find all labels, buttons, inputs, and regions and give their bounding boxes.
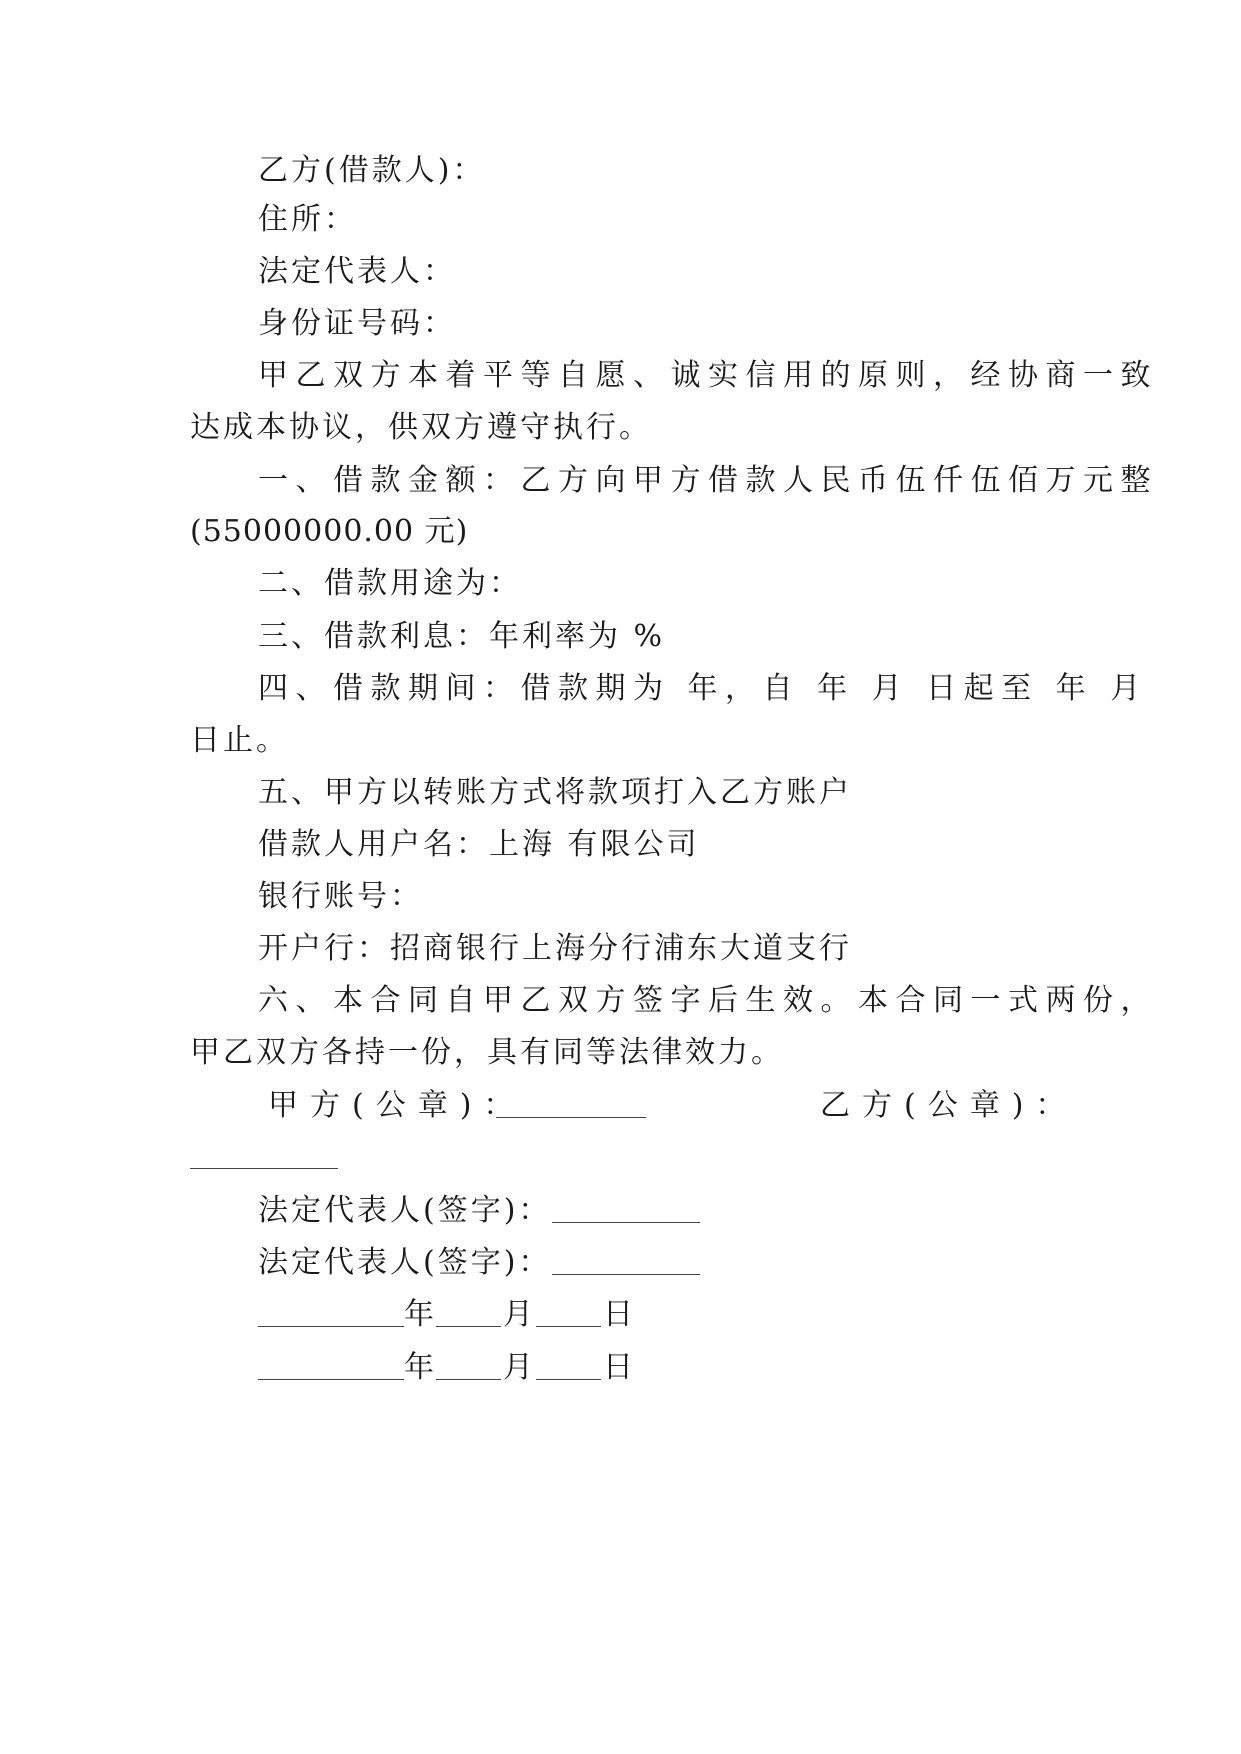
clause-2: 二、借款用途为： — [258, 566, 522, 601]
clause-3: 三、借款利息：年利率为 % — [258, 619, 666, 654]
date-2-month: 月 — [503, 1350, 536, 1385]
clause-5: 五、甲方以转账方式将款项打入乙方账户 — [258, 775, 852, 810]
date-1-day: 日 — [603, 1297, 636, 1332]
clause-4-line-1: 四、借款期间：借款期为 年，自 年 月 日起至 年 月 — [258, 671, 1148, 706]
rep-sign-1-blank — [552, 1222, 700, 1223]
party-a-seal-blank — [496, 1117, 646, 1118]
address-label: 住所： — [258, 202, 357, 237]
borrower-label: 乙方(借款人)： — [258, 153, 486, 188]
clause-4-line-2: 日止。 — [190, 723, 289, 758]
clause-6-line-2: 甲乙双方各持一份，具有同等法律效力。 — [190, 1035, 784, 1070]
preamble-line-2: 达成本协议，供双方遵守执行。 — [190, 410, 652, 445]
rep-sign-2-blank — [552, 1274, 700, 1275]
date-2-day: 日 — [603, 1350, 636, 1385]
clause-1-line-2: (55000000.00 元) — [190, 514, 469, 549]
opening-bank: 开户行：招商银行上海分行浦东大道支行 — [258, 931, 852, 966]
date-2-month-blank — [436, 1379, 501, 1380]
party-b-seal-label: 乙方(公章)： — [820, 1088, 1078, 1123]
rep-sign-2-label: 法定代表人(签字)： — [258, 1245, 552, 1280]
date-1-year: 年 — [404, 1297, 437, 1332]
date-2-day-blank — [536, 1379, 601, 1380]
date-1-day-blank — [536, 1326, 601, 1327]
account-name: 借款人用户名：上海 有限公司 — [258, 827, 700, 862]
date-1-year-blank — [258, 1326, 404, 1327]
rep-sign-1-label: 法定代表人(签字)： — [258, 1193, 552, 1228]
party-b-seal-blank — [190, 1168, 338, 1169]
date-2-year-blank — [258, 1379, 404, 1380]
clause-1-line-1: 一、借款金额：乙方向甲方借款人民币伍仟伍佰万元整 — [258, 463, 1158, 498]
id-number-label: 身份证号码： — [258, 306, 456, 341]
date-1-month-blank — [436, 1326, 501, 1327]
date-2-year: 年 — [404, 1350, 437, 1385]
party-a-seal-label: 甲方(公章)： — [268, 1088, 526, 1123]
bank-account-label: 银行账号： — [258, 879, 423, 914]
date-1-month: 月 — [503, 1297, 536, 1332]
clause-6-line-1: 六、本合同自甲乙双方签字后生效。本合同一式两份， — [258, 983, 1158, 1018]
preamble-line-1: 甲乙双方本着平等自愿、诚实信用的原则，经协商一致 — [258, 358, 1158, 393]
legal-rep-label: 法定代表人： — [258, 254, 456, 289]
